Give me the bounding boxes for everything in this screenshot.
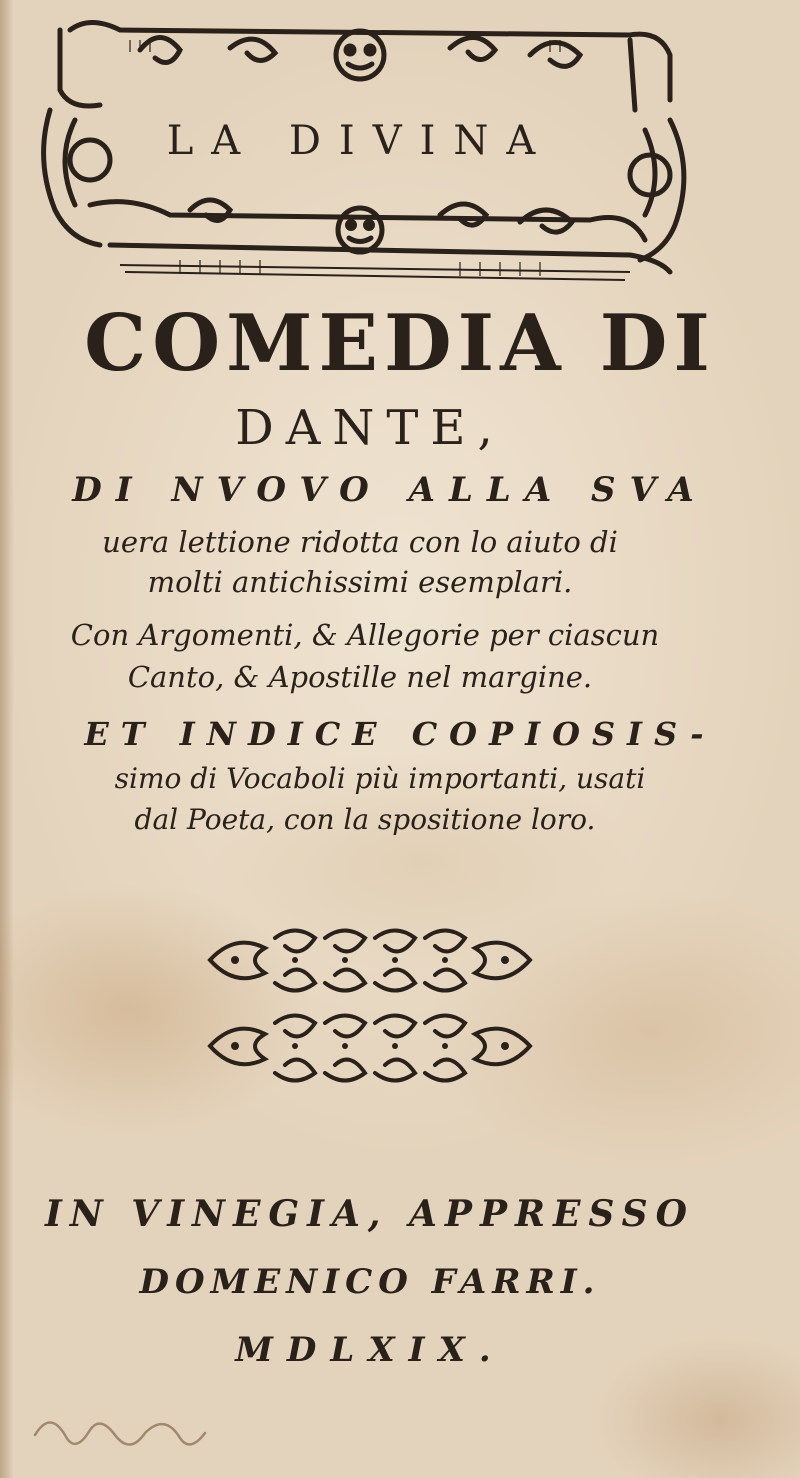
subtitle-line-2: uera lettione ridotta con lo aiuto di [102,525,618,559]
subtitle-line-8: dal Poeta, con la spositione loro. [134,803,596,836]
imprint-place: IN VINEGIA, APPRESSO [45,1193,695,1235]
subtitle-line-5: Canto, & Apostille nel margine. [127,660,593,694]
handwritten-scribble-icon [30,1395,290,1465]
title-main: COMEDIA DI [84,298,716,389]
imprint-date: MDLXIX. [235,1330,505,1370]
title-top: LA DIVINA [166,118,554,164]
author-name: DANTE, [235,400,505,456]
printer-fleuron-ornament-icon [205,918,535,1088]
subtitle-line-1: DI NVOVO ALLA SVA [72,470,708,510]
subtitle-line-3: molti antichissimi esemplari. [147,565,573,599]
subtitle-line-7: simo di Vocaboli più importanti, usati [114,762,646,795]
subtitle-line-4: Con Argomenti, & Allegorie per ciascun [70,618,660,652]
subtitle-line-6: ET INDICE COPIOSIS- [84,715,716,753]
imprint-printer: DOMENICO FARRI. [139,1262,601,1302]
